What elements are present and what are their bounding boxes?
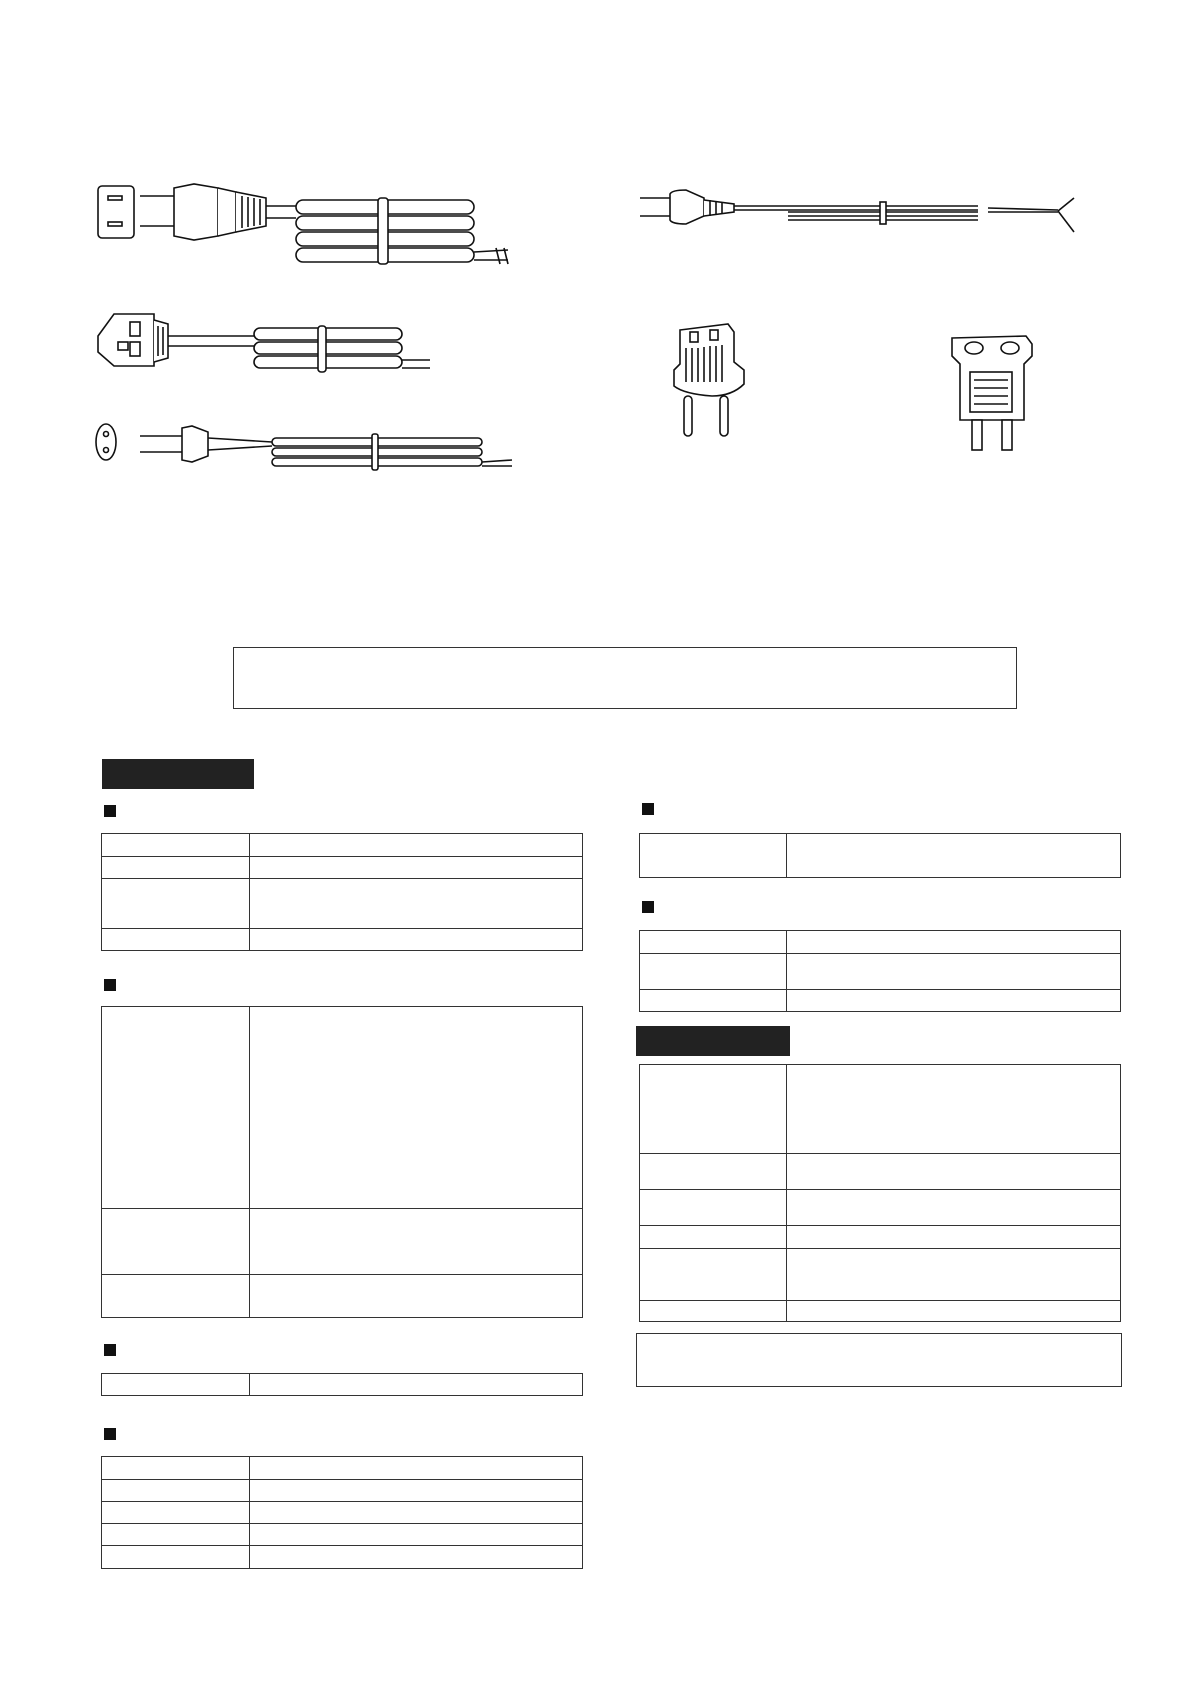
power-cord-type-bf-drawing xyxy=(94,308,434,380)
right-table-2 xyxy=(639,930,1121,1012)
column-divider xyxy=(249,1374,250,1395)
table-row-divider xyxy=(640,1300,1120,1301)
column-divider xyxy=(249,834,250,950)
table-row-divider xyxy=(640,1189,1120,1190)
power-cord-type-c-drawing xyxy=(92,426,522,476)
bullet-marker xyxy=(104,1344,116,1356)
table-row-divider xyxy=(640,1248,1120,1249)
left-table-4 xyxy=(101,1456,583,1569)
power-cord-type-c-figure xyxy=(92,426,522,476)
column-divider xyxy=(786,1065,787,1321)
bullet-marker xyxy=(642,803,654,815)
note-box xyxy=(636,1333,1122,1387)
table-row-divider xyxy=(640,953,1120,954)
table-row-divider xyxy=(102,1501,582,1502)
right-table-1 xyxy=(639,833,1121,878)
bullet-marker xyxy=(104,979,116,991)
table-row-divider xyxy=(102,1208,582,1209)
table-row-divider xyxy=(102,878,582,879)
table-row-divider xyxy=(640,1153,1120,1154)
column-divider xyxy=(249,1007,250,1317)
notice-box xyxy=(233,647,1017,709)
right-table-3 xyxy=(639,1064,1121,1322)
bullet-marker xyxy=(104,805,116,817)
right-section-header xyxy=(636,1026,790,1056)
table-row-divider xyxy=(102,928,582,929)
table-row-divider xyxy=(102,1479,582,1480)
power-cord-type-a-figure xyxy=(96,178,556,270)
column-divider xyxy=(786,931,787,1011)
plug-adapter-round-pin-drawing xyxy=(672,322,752,444)
left-table-3 xyxy=(101,1373,583,1396)
left-table-1 xyxy=(101,833,583,951)
power-cord-type-e-figure xyxy=(638,190,1078,246)
plug-adapter-round-pin-figure xyxy=(672,322,752,444)
power-cord-type-a-drawing xyxy=(96,178,556,270)
table-row-divider xyxy=(102,1523,582,1524)
table-row-divider xyxy=(102,1545,582,1546)
power-cord-type-e-drawing xyxy=(638,190,1078,246)
column-divider xyxy=(786,834,787,877)
left-section-header xyxy=(102,759,254,789)
table-row-divider xyxy=(640,989,1120,990)
bullet-marker xyxy=(104,1428,116,1440)
table-row-divider xyxy=(102,1274,582,1275)
plug-adapter-flat-pin-figure xyxy=(946,334,1036,458)
column-divider xyxy=(249,1457,250,1568)
power-cord-type-bf-figure xyxy=(94,308,434,380)
table-row-divider xyxy=(102,856,582,857)
plug-adapter-flat-pin-drawing xyxy=(946,334,1036,458)
bullet-marker xyxy=(642,901,654,913)
left-table-2 xyxy=(101,1006,583,1318)
table-row-divider xyxy=(640,1225,1120,1226)
